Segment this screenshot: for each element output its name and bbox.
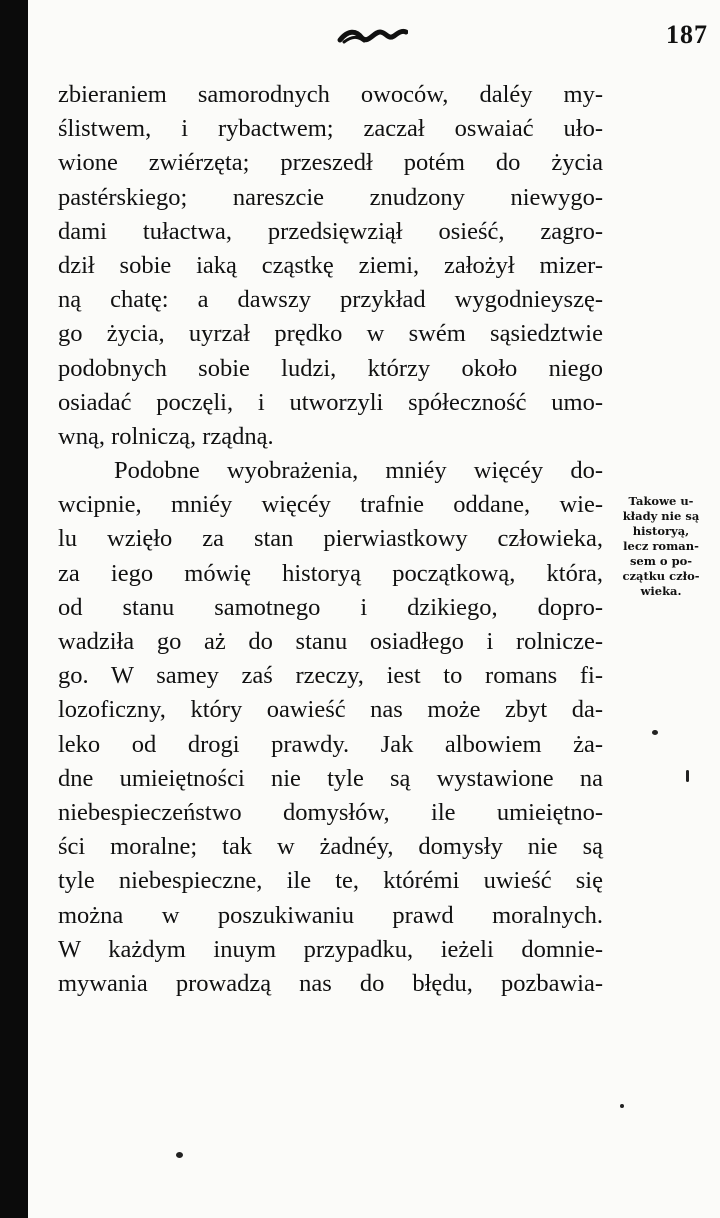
text-line: ślistwem, i rybactwem; zaczał oswaiać uło- (58, 115, 603, 143)
page-binding-shadow (0, 0, 28, 1218)
marginal-note-line: kłady nie są (622, 509, 700, 523)
text-line: za iego mówię historyą początkową, która, (58, 559, 603, 587)
marginal-note-line: historyą, (632, 524, 690, 538)
text-line: lozoficzny, który oawieść nas może zbyt da- (58, 696, 603, 724)
text-line: lu wzięło za stan pierwiastkowy człowieka, (58, 525, 603, 553)
text-line: Podobne wyobrażenia, mniéy więcéy do- (114, 457, 603, 485)
text-line: zbieraniem samorodnych owoców, daléy my- (58, 81, 603, 108)
text-line: dne umieiętności nie tyle są wystawione na (58, 764, 603, 792)
text-line: W każdym inuym przypadku, ieżeli domnie- (58, 935, 603, 963)
text-line: można w poszukiwaniu prawd moralnych. (58, 901, 603, 929)
text-line: dami tułactwa, przedsięwziął osieść, zagro- (58, 217, 603, 245)
ink-speck (176, 1152, 183, 1158)
text-line: leko od drogi prawdy. Jak albowiem ża- (58, 730, 603, 758)
text-line: podobnych sobie ludzi, którzy około niego (58, 354, 603, 382)
marginal-note-line: wieka. (640, 584, 682, 598)
text-line: wną, rolniczą, rządną. (58, 422, 274, 450)
text-line: dził sobie iaką cząstkę ziemi, założył mizer- (58, 251, 603, 279)
marginal-note-line: lecz roman- (623, 539, 699, 553)
text-line: wcipnie, mniéy więcéy trafnie oddane, wie- (58, 491, 603, 519)
page-number: 187 (666, 20, 708, 49)
text-line: niebespieczeństwo domysłów, ile umieiętno- (58, 798, 603, 826)
text-line: tyle niebespieczne, ile te, którémi uwieść się (58, 867, 603, 895)
wave-ornament-icon (336, 22, 408, 48)
text-line: pastérskiego; nareszcie znudzony niewygo- (58, 183, 603, 211)
text-line: wione zwiérzęta; przeszedł potém do życia (58, 149, 603, 177)
ink-speck (652, 730, 658, 735)
marginal-note (606, 494, 716, 599)
marginal-note-line: sem o po- (629, 554, 693, 568)
text-line: go. W samey zaś rzeczy, iest to romans fi- (58, 662, 603, 690)
text-line: mywania prowadzą nas do błędu, pozbawia- (58, 969, 603, 997)
ink-speck (686, 770, 689, 782)
main-text (58, 78, 603, 1001)
marginal-note-line: czątku czło- (622, 569, 700, 583)
text-line: ści moralne; tak w żadnéy, domysły nie są (58, 833, 603, 861)
text-line: wadziła go aż do stanu osiadłego i rolnicze- (58, 628, 603, 655)
text-line: od stanu samotnego i dzikiego, dopro- (58, 593, 603, 621)
text-line: ną chatę: a dawszy przykład wygodnieyszę- (58, 286, 603, 314)
marginal-note-line: Takowe u- (628, 494, 694, 508)
ink-speck (620, 1104, 624, 1108)
text-line: go życia, uyrzał prędko w swém sąsiedztwie (58, 320, 603, 348)
text-line: osiadać poczęli, i utworzyli spółeczność umo- (58, 388, 603, 416)
